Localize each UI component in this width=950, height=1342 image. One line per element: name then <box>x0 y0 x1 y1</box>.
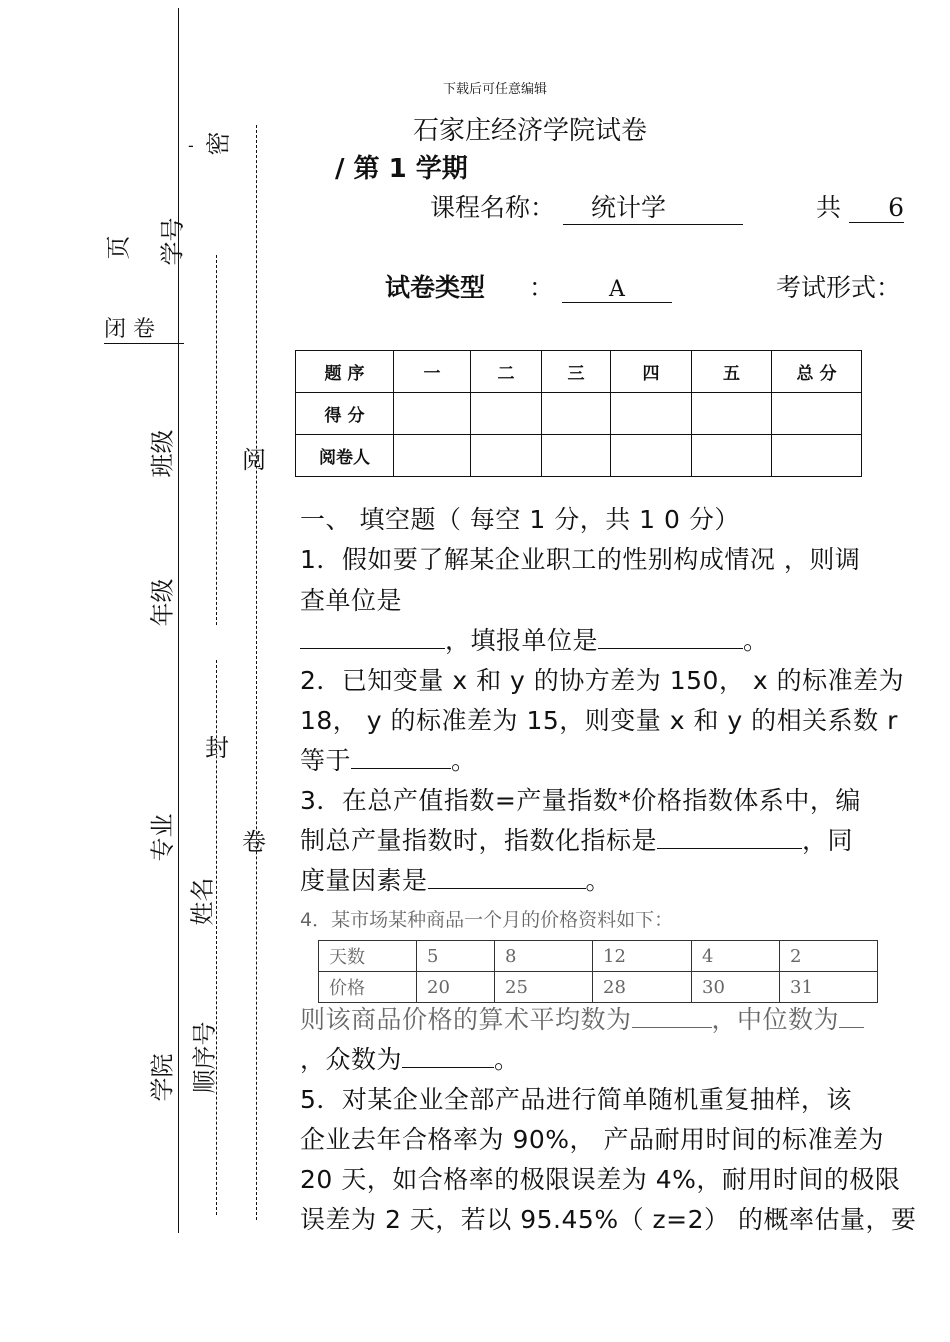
q2-line-3 <box>300 741 477 777</box>
term-label: / 第 1 学期 <box>335 154 468 184</box>
exam-type-value <box>562 277 672 303</box>
grader-row <box>296 435 862 477</box>
q4-mode-label: ，众数为 <box>300 1045 403 1074</box>
price-table-cell: 30 <box>692 972 780 1003</box>
exam-type-colon: ： <box>528 273 554 302</box>
header-cell: 二 <box>471 351 542 393</box>
q1-line-2: 查单位是 <box>300 586 403 615</box>
margin-closed-book <box>104 312 184 344</box>
margin-yue: 阅 <box>242 446 266 474</box>
margin-student-id: 学号 <box>158 217 187 266</box>
margin-juan: 卷 <box>242 828 266 856</box>
q3-line-1: 3．在总产值指数=产量指数*价格指数体系中，编 <box>300 786 861 815</box>
score-cell[interactable] <box>394 393 471 435</box>
exam-type-label: 试卷类型 <box>385 273 486 302</box>
header-cell: 三 <box>542 351 611 393</box>
q4-blank-mean[interactable] <box>632 1001 712 1028</box>
exam-type-value-text: A <box>608 277 625 302</box>
q3-line2-end: ，同 <box>802 826 854 855</box>
margin-name: 姓名 <box>188 877 217 926</box>
exam-title: 石家庄经济学院试卷 <box>413 116 648 146</box>
exam-form-label: 考试形式： <box>776 273 902 302</box>
margin-feng: 封 <box>205 734 229 762</box>
margin-mi: 密 <box>204 131 233 156</box>
header-cell: 四 <box>611 351 692 393</box>
price-table-cell: 12 <box>593 941 692 972</box>
q1-line-1: 1．假如要了解某企业职工的性别构成情况 ，则调 <box>300 545 861 574</box>
margin-class: 班级 <box>148 429 177 478</box>
q3-indexed-label: 制总产量指数时，指数化指标是 <box>300 826 658 855</box>
price-table-cell: 25 <box>495 972 593 1003</box>
score-table <box>295 350 862 477</box>
total-value <box>849 193 904 223</box>
course-label: 课程名称： <box>430 193 556 222</box>
q2-equals-label: 等于 <box>300 746 352 775</box>
q4-mean-label: 则该商品价格的算术平均数为 <box>300 1005 632 1034</box>
price-table-cell: 4 <box>692 941 780 972</box>
grader-cell[interactable] <box>611 435 692 477</box>
row-label: 得 分 <box>296 393 394 435</box>
q4-blank-median[interactable] <box>839 1001 864 1028</box>
row-label: 阅卷人 <box>296 435 394 477</box>
price-table <box>318 940 878 1003</box>
score-cell[interactable] <box>471 393 542 435</box>
score-cell[interactable] <box>542 393 611 435</box>
q5-line-3: 20 天，如合格率的极限误差为 4%，耐用时间的极限 <box>300 1165 901 1194</box>
binding-line-inner <box>256 125 257 1220</box>
margin-college: 学院 <box>148 1053 177 1102</box>
closed-book-text: 闭 卷 <box>104 317 155 342</box>
q1-blank-survey-unit[interactable] <box>300 622 445 649</box>
score-cell[interactable] <box>611 393 692 435</box>
price-table-row <box>319 941 878 972</box>
q3-blank-factor[interactable] <box>428 862 586 889</box>
section-heading: 一、 填空题（ 每空 1 分，共 1 0 分） <box>300 505 740 534</box>
course-value <box>563 188 743 225</box>
header-cell: 总 分 <box>772 351 862 393</box>
grader-cell[interactable] <box>772 435 862 477</box>
q1-line-3 <box>300 621 769 657</box>
watermark-text: 下载后可任意编辑 <box>443 82 548 97</box>
score-cell[interactable] <box>692 393 772 435</box>
score-cell[interactable] <box>772 393 862 435</box>
q4-median-label: ，中位数为 <box>711 1005 840 1034</box>
header-cell: 题 序 <box>296 351 394 393</box>
q2-blank-correlation[interactable] <box>351 742 451 769</box>
q1-end: 。 <box>743 626 769 655</box>
margin-grade: 年级 <box>148 578 177 627</box>
price-table-cell: 20 <box>417 972 495 1003</box>
margin-dash: - <box>188 136 194 155</box>
total-label: 共 <box>816 193 842 222</box>
q3-line-2 <box>300 821 853 857</box>
header-cell: 五 <box>692 351 772 393</box>
q3-end: 。 <box>585 866 612 895</box>
price-table-cell: 2 <box>780 941 878 972</box>
q5-line-1: 5．对某企业全部产品进行简单随机重复抽样，该 <box>300 1085 852 1114</box>
q5-line-2: 企业去年合格率为 90%， 产品耐用时间的标准差为 <box>300 1125 884 1154</box>
binding-line-middle <box>216 255 217 625</box>
q4-blank-mode[interactable] <box>402 1041 494 1068</box>
grader-cell[interactable] <box>542 435 611 477</box>
price-table-cell: 天数 <box>319 941 417 972</box>
q2-line-1: 2．已知变量 x 和 y 的协方差为 150， x 的标准差为 <box>300 666 905 695</box>
q2-end: 。 <box>451 746 477 775</box>
grader-cell[interactable] <box>692 435 772 477</box>
score-table-header-row <box>296 351 862 393</box>
score-row <box>296 393 862 435</box>
q5-line-4: 误差为 2 天，若以 95.45%（ z=2） 的概率估量，要 <box>300 1205 917 1234</box>
q1-report-unit-label: ，填报单位是 <box>445 626 599 655</box>
q1-blank-report-unit[interactable] <box>598 622 743 649</box>
binding-line-outer <box>178 8 179 1233</box>
q3-blank-indexed[interactable] <box>657 822 802 849</box>
exam-type-line <box>385 268 672 304</box>
margin-page-char: 页 <box>104 235 133 260</box>
total-pages-line <box>816 188 904 224</box>
header-cell: 一 <box>394 351 471 393</box>
grader-cell[interactable] <box>471 435 542 477</box>
price-table-row <box>319 972 878 1003</box>
price-table-cell: 31 <box>780 972 878 1003</box>
price-table-cell: 价格 <box>319 972 417 1003</box>
q4-line-2 <box>300 1040 520 1076</box>
total-value-text: 6 <box>888 193 904 222</box>
price-table-cell: 28 <box>593 972 692 1003</box>
q4-line-1 <box>300 1000 864 1036</box>
course-line <box>430 188 743 225</box>
course-value-text: 统计学 <box>590 193 666 222</box>
price-table-cell: 8 <box>495 941 593 972</box>
price-table-cell: 5 <box>417 941 495 972</box>
q4-end: 。 <box>494 1045 520 1074</box>
q4-title: 4．某市场某种商品一个月的价格资料如下： <box>300 909 674 931</box>
margin-major: 专业 <box>148 813 177 862</box>
q3-line-3 <box>300 861 611 897</box>
q2-line-2: 18， y 的标准差为 15，则变量 x 和 y 的相关系数 r <box>300 706 898 735</box>
q3-factor-label: 度量因素是 <box>300 866 428 895</box>
grader-cell[interactable] <box>394 435 471 477</box>
margin-seq-no: 顺序号 <box>190 1021 219 1094</box>
